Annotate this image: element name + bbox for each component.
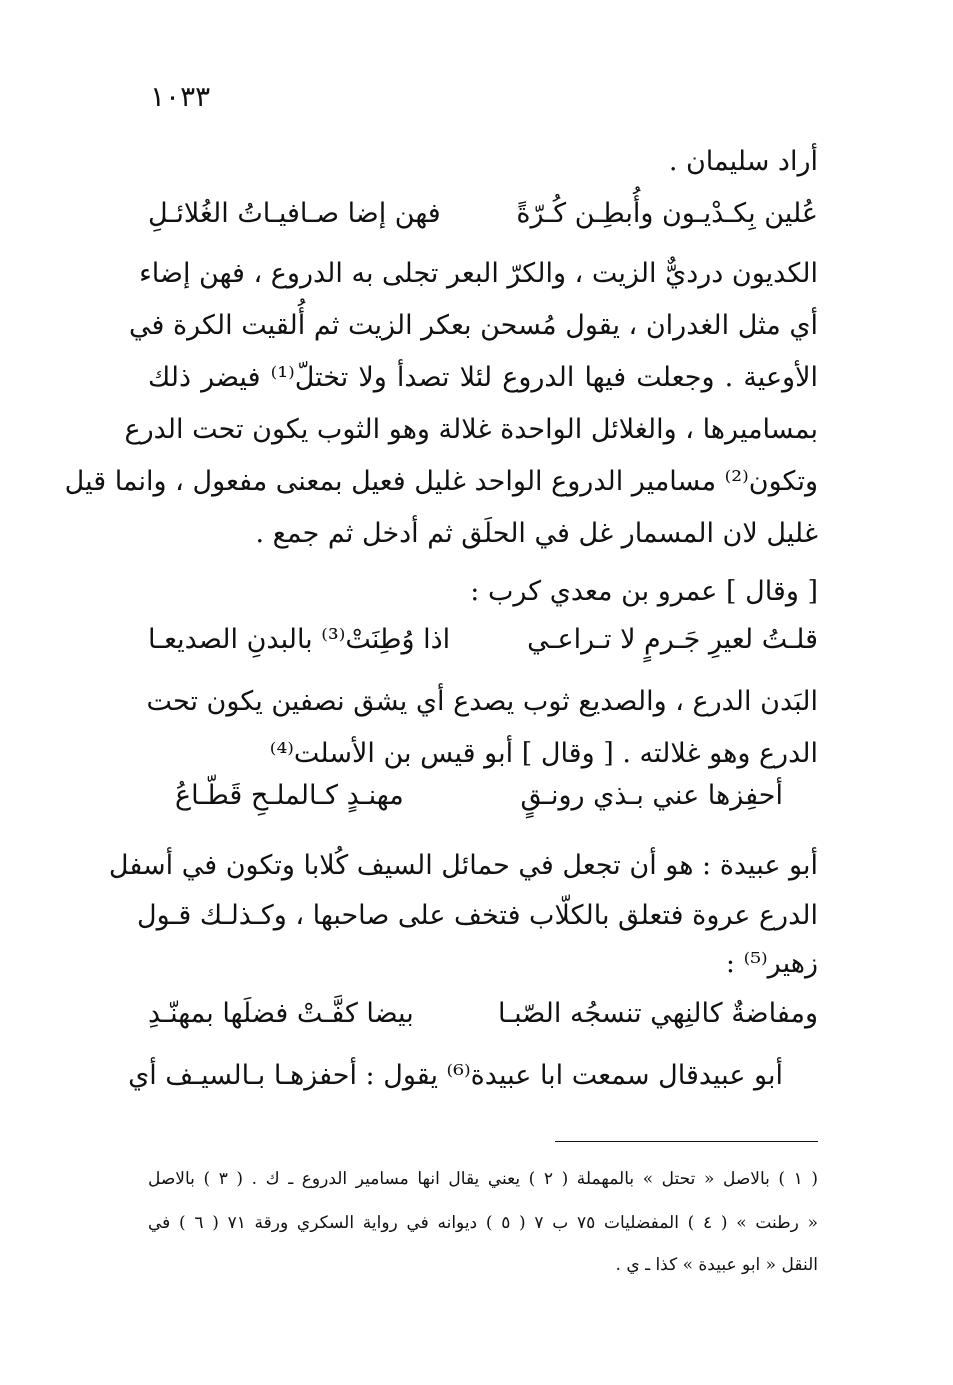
verse-hemistich-left: مهنـدٍ كـالملـحِ قَطّـاعُ bbox=[175, 780, 404, 811]
paragraph-line: أبو عبيدة : هو أن تجعل في حمائل السيف كُلابا وتكون في أسفل bbox=[108, 850, 818, 881]
verse-line bbox=[148, 994, 818, 1034]
verse-hemistich-right: قلـتُ لعيرِ جَـرمٍ لا تـراعـي bbox=[527, 624, 818, 655]
verse-line bbox=[148, 194, 818, 234]
paragraph-line: بمساميرها ، والغلائل الواحدة غلالة وهو الثوب يكون تحت الدرع bbox=[124, 414, 818, 445]
paragraph-line: زهير⁽⁵⁾ : bbox=[725, 948, 818, 979]
verse-hemistich-right: أحفِزها عني بـذي رونـقٍ bbox=[520, 780, 783, 811]
text-line: [ وقال ] عمرو بن معدي كرب : bbox=[470, 576, 818, 607]
page-number: ١٠٣٣ bbox=[150, 80, 211, 113]
verse-hemistich-right: عُلين بِكـدْيـون وأُبطِـن كُـرّةً bbox=[516, 198, 818, 229]
footnote-line: النقل « ابو عبيدة » كذا ـ ي . bbox=[615, 1255, 818, 1275]
footnote-line: « رطنت » ( ٤ ) المفضليات ٧٥ ب ٧ ( ٥ ) ديوانه في رواية السكري ورقة ٧١ ( ٦ ) في bbox=[148, 1213, 818, 1233]
footnote-divider bbox=[555, 1141, 818, 1142]
verse-hemistich-right: ومفاضةٌ كالنِهي تنسجُه الصّبـا bbox=[497, 998, 818, 1029]
text-line: أبو عبيدقال سمعت ابا عبيدة⁽⁶⁾ يقول : أحفزهـا بـالسيـف أي bbox=[128, 1060, 783, 1091]
paragraph-line: أي مثل الغدران ، يقول مُسحن بعكر الزيت ثم أُلقيت الكرة في bbox=[128, 310, 818, 341]
footnote-line: ( ١ ) بالاصل « تحتل » بالمهملة ( ٢ ) يعني يقال انها مسامير الدروع ـ ك . ( ٣ ) بالاصل bbox=[148, 1169, 819, 1189]
paragraph-line: الكديون درديٌّ الزيت ، والكرّ البعر تجلى به الدروع ، فهن إضاء bbox=[139, 258, 818, 289]
verse-line bbox=[175, 776, 783, 816]
paragraph-line: الدرع وهو غلالته . [ وقال ] أبو قيس بن الأسلت⁽⁴⁾ bbox=[269, 738, 818, 769]
paragraph-line: الأوعية . وجعلت فيها الدروع لئلا تصدأ ولا تختلّ⁽¹⁾ فيضر ذلك bbox=[148, 362, 818, 393]
verse-hemistich-left: بيضا كفَّـتْ فضلَها بمهنّـدِ bbox=[148, 998, 414, 1029]
paragraph-line: الدرع عروة فتعلق بالكلّاب فتخف على صاحبها ، وكـذلـك قـول bbox=[136, 900, 818, 931]
text-line: أراد سليمان . bbox=[668, 146, 818, 177]
verse-hemistich-left: اذا وُطِنَتْ⁽³⁾ بالبدنِ الصديعـا bbox=[148, 624, 451, 655]
verse-hemistich-left: فهن إضا صـافيـاتُ الغُلائـلِ bbox=[148, 198, 441, 229]
verse-line bbox=[148, 620, 818, 660]
paragraph-line: وتكون⁽²⁾ مسامير الدروع الواحد غليل فعيل بمعنى مفعول ، وانما قيل bbox=[64, 466, 818, 497]
paragraph-line: غليل لان المسمار غل في الحلَق ثم أدخل ثم جمع . bbox=[255, 518, 818, 549]
paragraph-line: البَدن الدرع ، والصديع ثوب يصدع أي يشق نصفين يكون تحت bbox=[146, 686, 818, 717]
